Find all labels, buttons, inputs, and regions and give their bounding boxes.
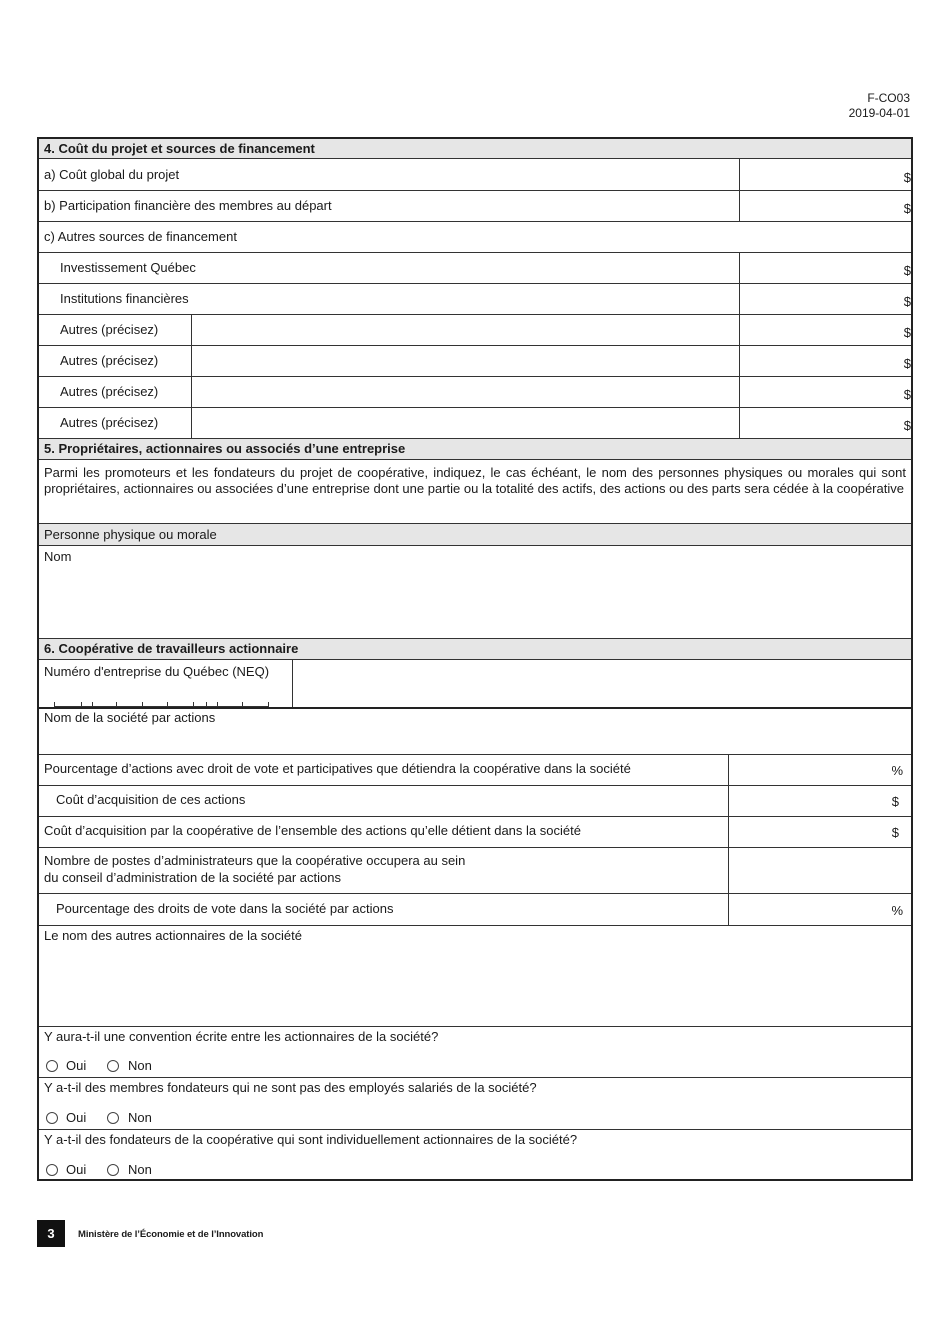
pourcentage-actions-label: Pourcentage d’actions avec droit de vote et participatives que détiendra la coopérative dans la société xyxy=(44,761,631,776)
participation-label: b) Participation financière des membres au départ xyxy=(44,198,332,213)
postes-field[interactable] xyxy=(729,848,913,893)
section-4-header: 4. Coût du projet et sources de financement xyxy=(39,139,911,159)
currency-sign: $ xyxy=(891,825,899,840)
cout-global-label: a) Coût global du projet xyxy=(44,167,180,182)
non-label: Non xyxy=(128,1110,152,1125)
autres-montant-field[interactable] xyxy=(740,408,913,438)
personne-subheader: Personne physique ou morale xyxy=(39,523,911,546)
institutions-label: Institutions financières xyxy=(60,291,189,306)
nom-societe-label: Nom de la société par actions xyxy=(44,710,216,725)
cout-acquisition-field[interactable] xyxy=(729,786,913,816)
non-label: Non xyxy=(128,1058,152,1073)
radio-non[interactable] xyxy=(107,1060,119,1072)
investissement-quebec-label: Investissement Québec xyxy=(60,260,196,275)
autres-precisez-label: Autres (précisez) xyxy=(60,384,159,399)
section-5-header: 5. Propriétaires, actionnaires ou associés d’une entreprise xyxy=(39,438,911,460)
participation-field[interactable] xyxy=(740,191,913,221)
section-6-header: 6. Coopérative de travailleurs actionnaire xyxy=(39,638,911,660)
radio-non[interactable] xyxy=(107,1112,119,1124)
neq-input-area[interactable] xyxy=(293,661,913,706)
nom-label: Nom xyxy=(44,549,72,564)
ministry-name: Ministère de l’Économie et de l’Innovation xyxy=(78,1229,264,1240)
currency-sign: $ xyxy=(903,294,911,309)
page-number: 3 xyxy=(37,1220,65,1247)
form-date: 2019-04-01 xyxy=(848,106,910,120)
nom-societe-field[interactable] xyxy=(39,725,913,753)
question-fondateurs-actionnaires: Y a-t-il des fondateurs de la coopérative qui sont individuellement actionnaires de la société? xyxy=(44,1132,578,1147)
institutions-field[interactable] xyxy=(740,284,913,314)
autres-precisez-label: Autres (précisez) xyxy=(60,322,159,337)
percent-sign: % xyxy=(891,903,903,918)
autres-precisez-input[interactable] xyxy=(192,346,738,376)
autres-actionnaires-field[interactable] xyxy=(39,944,913,1026)
cout-acquisition-label: Coût d’acquisition de ces actions xyxy=(56,792,246,807)
oui-label: Oui xyxy=(66,1162,87,1177)
section-5-description: Parmi les promoteurs et les fondateurs du projet de coopérative, indiquez, le cas échéant, le nom des personnes physiques ou morales qui sont propriétaires, actionnaires ou associées d’une entreprise dont une partie ou la totalité des actifs, des actions ou des parts sera cédée à la coopérative xyxy=(44,465,906,496)
investissement-quebec-field[interactable] xyxy=(740,253,913,283)
currency-sign: $ xyxy=(891,794,899,809)
autres-precisez-input[interactable] xyxy=(192,315,738,345)
non-label: Non xyxy=(128,1162,152,1177)
radio-oui[interactable] xyxy=(46,1112,58,1124)
question-membres-fondateurs: Y a-t-il des membres fondateurs qui ne sont pas des employés salariés de la société? xyxy=(44,1080,537,1095)
neq-digit-boxes[interactable] xyxy=(39,699,292,707)
autres-precisez-label: Autres (précisez) xyxy=(60,353,159,368)
currency-sign: $ xyxy=(903,418,911,433)
postes-label-line1: Nombre de postes d’administrateurs que la coopérative occupera au sein xyxy=(44,853,466,868)
radio-oui[interactable] xyxy=(46,1164,58,1176)
radio-oui[interactable] xyxy=(46,1060,58,1072)
form-container xyxy=(37,137,913,1181)
oui-label: Oui xyxy=(66,1110,87,1125)
currency-sign: $ xyxy=(903,170,911,185)
cout-ensemble-label: Coût d’acquisition par la coopérative de l’ensemble des actions qu’elle détient dans la société xyxy=(44,823,581,838)
currency-sign: $ xyxy=(903,356,911,371)
pourcentage-actions-field[interactable] xyxy=(729,755,913,785)
radio-non[interactable] xyxy=(107,1164,119,1176)
currency-sign: $ xyxy=(903,263,911,278)
autres-montant-field[interactable] xyxy=(740,315,913,345)
nom-field[interactable] xyxy=(39,547,913,638)
autres-precisez-label: Autres (précisez) xyxy=(60,415,159,430)
neq-label: Numéro d'entreprise du Québec (NEQ) xyxy=(44,664,270,679)
form-code: F-CO03 xyxy=(867,91,910,105)
currency-sign: $ xyxy=(903,201,911,216)
oui-label: Oui xyxy=(66,1058,87,1073)
autres-montant-field[interactable] xyxy=(740,377,913,407)
postes-label-line2: du conseil d’administration de la société par actions xyxy=(44,870,342,885)
autres-montant-field[interactable] xyxy=(740,346,913,376)
document-reference xyxy=(849,91,910,121)
autres-sources-label: c) Autres sources de financement xyxy=(44,229,237,244)
autres-actionnaires-label: Le nom des autres actionnaires de la société xyxy=(44,928,302,943)
currency-sign: $ xyxy=(903,325,911,340)
autres-precisez-input[interactable] xyxy=(192,377,738,407)
pourcentage-droits-label: Pourcentage des droits de vote dans la société par actions xyxy=(56,901,394,916)
question-convention: Y aura-t-il une convention écrite entre les actionnaires de la société? xyxy=(44,1029,439,1044)
autres-precisez-input[interactable] xyxy=(192,408,738,438)
cout-global-field[interactable] xyxy=(740,160,913,190)
currency-sign: $ xyxy=(903,387,911,402)
pourcentage-droits-field[interactable] xyxy=(729,894,913,925)
cout-ensemble-field[interactable] xyxy=(729,817,913,847)
percent-sign: % xyxy=(891,763,903,778)
